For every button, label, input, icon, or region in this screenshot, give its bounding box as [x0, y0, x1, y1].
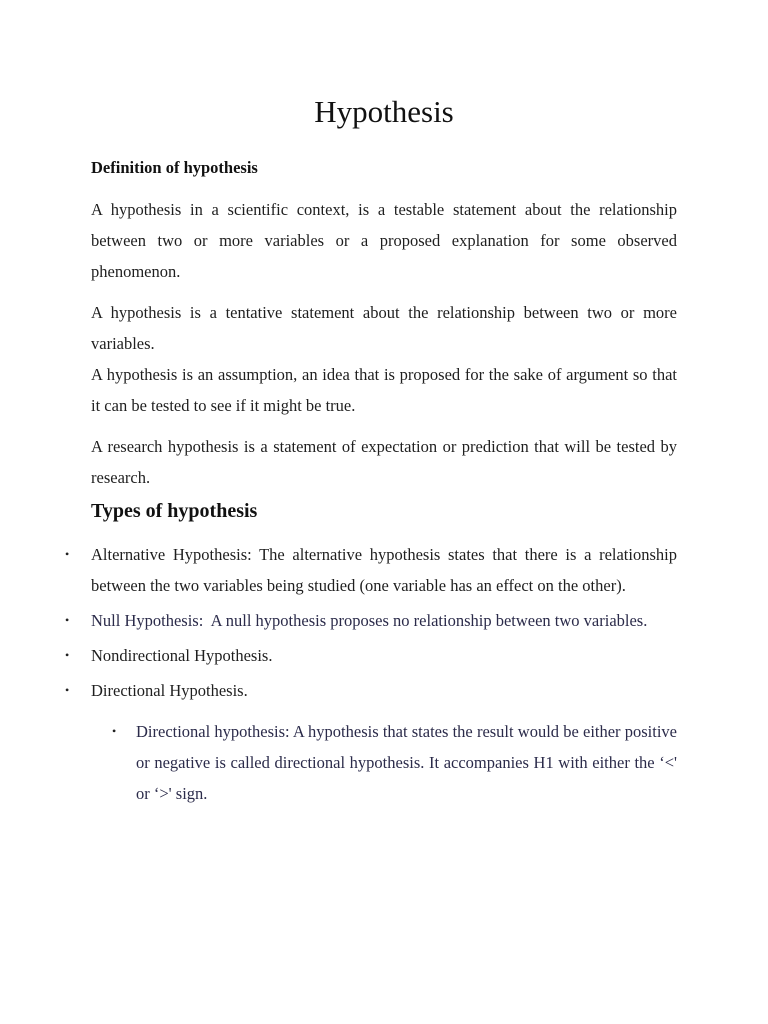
list-item: [65, 539, 677, 601]
bullet-icon: •: [65, 683, 70, 697]
list-item: [65, 605, 677, 636]
paragraph-3: A hypothesis is an assumption, an idea that is proposed for the sake of argument so that it can be tested to see if it might be true.: [91, 365, 677, 415]
list-item: [65, 675, 677, 706]
list-item-text: Null Hypothesis: A null hypothesis proposes no relationship between two variables.: [91, 611, 648, 630]
list-item: [65, 640, 677, 671]
types-list: [65, 539, 677, 706]
bullet-icon: •: [65, 648, 70, 662]
sub-list-item-text: Directional hypothesis: A hypothesis that states the result would be either positive or negative is called directional hypothesis. It accompanies H1 with either the ‘<' or ‘>' sign.: [136, 722, 677, 803]
bullet-icon: •: [65, 547, 70, 561]
types-heading: Types of hypothesis: [91, 500, 258, 522]
bullet-icon: •: [112, 724, 117, 738]
paragraph-1: A hypothesis in a scientific context, is a testable statement about the relationship between two or more variables or a proposed explanation for some observed phenomenon.: [91, 200, 677, 281]
sub-list-item: [112, 716, 677, 809]
sub-list: [91, 716, 677, 809]
bullet-icon: •: [65, 613, 70, 627]
document-body: [65, 153, 677, 809]
list-item-text: Nondirectional Hypothesis.: [91, 646, 273, 665]
document-title: Hypothesis: [314, 94, 454, 129]
list-item-text: Alternative Hypothesis: The alternative hypothesis states that there is a relationship between the two variables being studied (one variable has an effect on the other).: [91, 545, 677, 595]
definition-heading: Definition of hypothesis: [91, 158, 258, 177]
list-item-text: Directional Hypothesis.: [91, 681, 248, 700]
paragraph-2: A hypothesis is a tentative statement about the relationship between two or more variables.: [91, 303, 677, 353]
paragraph-4: A research hypothesis is a statement of expectation or prediction that will be tested by research.: [91, 437, 677, 487]
